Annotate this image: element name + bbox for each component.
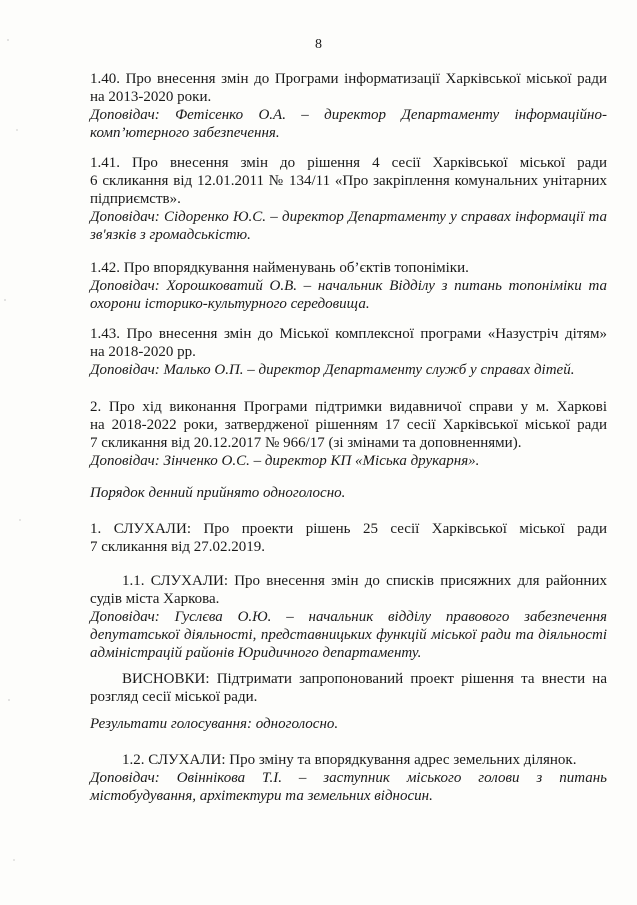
agenda-item-1-43 xyxy=(90,325,607,379)
item-text: 1.43. Про внесення змін до Міської комплексної програми «Назустріч дітям» xyxy=(90,326,607,342)
conclusions-text: ВИСНОВКИ: Підтримати запропонований проект рішення та внести на xyxy=(122,671,607,687)
item-text: 1.40. Про внесення змін до Програми інформатизації Харківської міської ради xyxy=(90,71,607,87)
rapporteur: містобудування, архітектури та земельних відносин. xyxy=(90,788,433,804)
item-text: на 2018-2020 рр. xyxy=(90,344,196,360)
agenda-approved-text: Порядок денний прийнято одноголосно. xyxy=(90,485,346,501)
item-text: 7 скликання від 20.12.2017 № 966/17 (зі змінами та доповненнями). xyxy=(90,435,522,451)
rapporteur: зв'язків з громадськістю. xyxy=(90,227,251,243)
item-text: на 2013-2020 роки. xyxy=(90,89,212,105)
rapporteur: Доповідач: Зінченко О.С. – директор КП «Міська друкарня». xyxy=(90,453,480,469)
item-text: на 2018-2022 роки, затвердженої рішенням 17 сесії Харківської міської ради xyxy=(90,417,607,433)
agenda-item-1-41 xyxy=(90,154,607,244)
rapporteur: Доповідач: Сідоренко Ю.С. – директор Департаменту у справах інформації та xyxy=(90,209,607,225)
agenda-approved xyxy=(90,484,607,502)
item-text: підприємств». xyxy=(90,191,181,207)
agenda-item-1-42 xyxy=(90,259,607,313)
agenda-item-2 xyxy=(90,398,607,470)
rapporteur: комп’ютерного забезпечення. xyxy=(90,125,280,141)
conclusions-text: розгляд сесії міської ради. xyxy=(90,689,258,705)
rapporteur: Доповідач: Хорошковатий О.В. – начальник Відділу з питань топоніміки та xyxy=(90,278,607,294)
rapporteur: охорони історико-культурного середовища. xyxy=(90,296,370,312)
item-text: 2. Про хід виконання Програми підтримки видавничої справи у м. Харкові xyxy=(90,399,607,415)
heard-text: 1.1. СЛУХАЛИ: Про внесення змін до списків присяжних для районних xyxy=(122,573,607,589)
rapporteur: адміністрацій районів Юридичного департаменту. xyxy=(90,645,422,661)
scan-margin-speckle xyxy=(0,0,30,905)
heard-text: 1.2. СЛУХАЛИ: Про зміну та впорядкування адрес земельних ділянок. xyxy=(122,752,577,768)
rapporteur: депутатської діяльності, представницьких функцій міської ради та діяльності xyxy=(90,627,607,643)
heard-1-2 xyxy=(90,751,607,805)
rapporteur: Доповідач: Овіннікова Т.І. – заступник міського голови з питань xyxy=(90,770,607,786)
rapporteur: Доповідач: Фетісенко О.А. – директор Департаменту інформаційно- xyxy=(90,107,607,123)
vote-result xyxy=(90,715,607,733)
heard-text: судів міста Харкова. xyxy=(90,591,220,607)
item-text: 6 скликання від 12.01.2011 № 134/11 «Про закріплення комунальних унітарних xyxy=(90,173,607,189)
heard-text: 1. СЛУХАЛИ: Про проекти рішень 25 сесії Харківської міської ради xyxy=(90,521,607,537)
heard-1 xyxy=(90,520,607,556)
item-text: 1.42. Про впорядкування найменувань об’єктів топоніміки. xyxy=(90,260,469,276)
item-text: 1.41. Про внесення змін до рішення 4 сесії Харківської міської ради xyxy=(90,155,607,171)
vote-result-text: Результати голосування: одноголосно. xyxy=(90,716,339,732)
heard-1-1 xyxy=(90,572,607,662)
page-number: 8 xyxy=(315,37,322,52)
rapporteur: Доповідач: Гуслєва О.Ю. – начальник відділу правового забезпечення xyxy=(90,609,607,625)
agenda-item-1-40 xyxy=(90,70,607,142)
rapporteur: Доповідач: Малько О.П. – директор Департаменту служб у справах дітей. xyxy=(90,362,575,378)
heard-text: 7 скликання від 27.02.2019. xyxy=(90,539,266,555)
conclusions xyxy=(90,670,607,706)
